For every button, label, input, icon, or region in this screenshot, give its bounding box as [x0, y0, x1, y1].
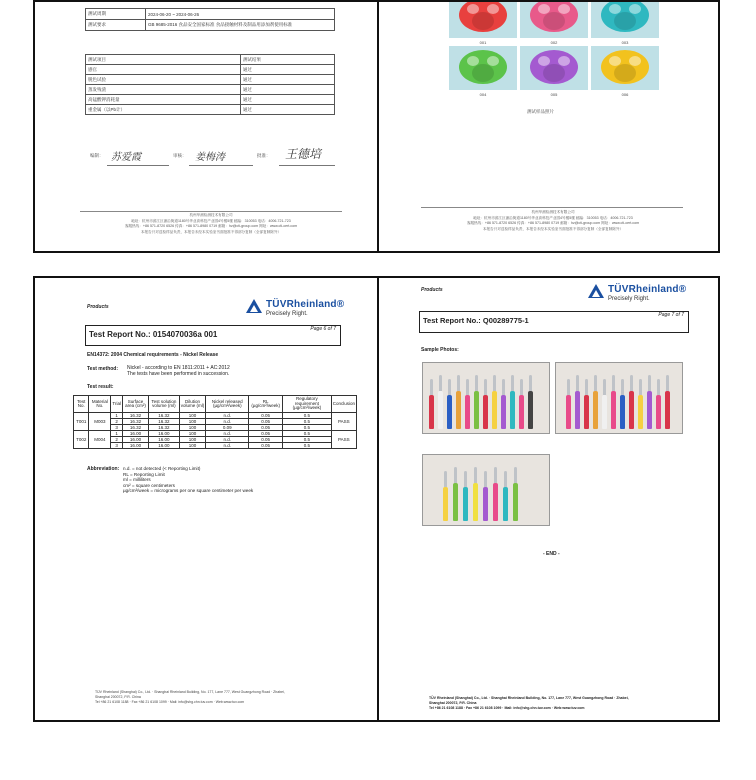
table-cell: 0.5	[283, 431, 332, 437]
utensil-item	[584, 395, 589, 429]
cn-result-table	[85, 54, 335, 115]
footer-rule	[421, 207, 683, 208]
method-label: Test method:	[87, 366, 119, 372]
table-cell: 0.05	[249, 431, 283, 437]
utensil-item	[611, 391, 616, 429]
plate-dish	[601, 2, 649, 32]
page-footer	[75, 213, 347, 235]
tuv-tagline: Precisely Right.	[266, 311, 308, 317]
sample-photo-1	[422, 362, 550, 434]
footer-line-4: 本报告只对送检样品负责，本报告未经本实验室书面批准不得部分复制（全部复制除外）	[140, 229, 282, 234]
utensil-item	[483, 395, 488, 429]
tuv-report-page-6	[35, 278, 377, 720]
table-cell: 16.00	[122, 431, 148, 437]
handwritten-signature: 王德培	[285, 147, 322, 161]
footer-rule	[80, 211, 342, 212]
table-cell: n.d.	[206, 443, 249, 449]
table-cell: 0.5	[283, 437, 332, 443]
table-header-row	[86, 55, 335, 65]
report-title: Test Report No.: 0154070036a 001	[89, 330, 218, 339]
table-row	[74, 443, 357, 449]
footer-line-1: 杭州华测检测技术有限公司	[531, 210, 575, 214]
table-cell: PASS	[331, 431, 356, 449]
footer-line-3: 客服热线：+86 571-8720 6526 传真：+86 571-8980 0719 邮箱：hz@cti-group.com 网址：www.cti-cert.com	[124, 224, 298, 228]
table-cell: T002	[74, 431, 89, 449]
page-number: Page 6 of 7	[310, 326, 336, 332]
footer-line-1: 杭州华测检测技术有限公司	[189, 213, 233, 217]
utensil-item	[602, 395, 607, 429]
plate-photo	[591, 2, 659, 38]
plate-dish	[530, 50, 578, 84]
plate-label: 001	[479, 40, 487, 45]
utensil-item	[656, 395, 661, 429]
section-title: EN14372: 2004 Chemical requirements - Nickel Release	[87, 352, 219, 358]
table-row	[86, 75, 335, 85]
footer-line-3: 客服热线：+86 571-8720 6526 传真：+86 571-8980 0719 邮箱：hz@cti-group.com 网址：www.cti-cert.com	[466, 221, 640, 225]
header-label: Products	[421, 287, 443, 293]
table-cell: 2	[111, 437, 123, 443]
utensil-item	[575, 391, 580, 429]
sample-photo-2	[555, 362, 683, 434]
abbreviation-item: ml = milliliters	[123, 477, 151, 483]
table-cell: T001	[74, 413, 89, 431]
tuv-brand: TÜVRheinland®	[266, 299, 345, 310]
handwritten-signature: 姜梅涛	[195, 152, 225, 163]
tuv-report-page-7	[379, 278, 720, 720]
utensil-item	[510, 391, 515, 429]
plate-label: 003	[621, 40, 629, 45]
plate-label: 005	[550, 92, 558, 97]
col-header-item: 测试项目	[86, 55, 241, 65]
utensil-item	[493, 483, 498, 521]
info-label: 测试周期	[86, 9, 146, 20]
cell-result: 通过	[241, 75, 335, 85]
cn-photo-page	[379, 2, 720, 251]
table-cell: 16.00	[149, 443, 180, 449]
footer-line-2: Shanghai 200072, P.R. China	[429, 701, 477, 705]
table-cell: 16.00	[122, 437, 148, 443]
footer-line-2: Shanghai 200072, P.R. China	[95, 695, 141, 699]
table-cell: 0.05	[249, 419, 283, 425]
footer-line-4: 本报告只对送检样品负责，本报告未经本实验室书面批准不得部分复制（全部复制除外）	[482, 226, 624, 231]
cell-item: 高锰酸钾消耗量	[86, 95, 241, 105]
table-cell: 0.5	[283, 425, 332, 431]
table-cell: 0.5	[283, 419, 332, 425]
table-cell: 0.09	[206, 425, 249, 431]
photos-label: Sample Photos:	[421, 347, 459, 353]
column-header: Nickel released (µg/cm²/week)	[206, 396, 249, 413]
table-row	[86, 65, 335, 75]
utensil-item	[513, 483, 518, 521]
plate-label: 004	[479, 92, 487, 97]
table-row	[86, 20, 335, 31]
info-value: 2024-06-20 ~ 2024-06-26	[146, 9, 335, 20]
signature-line	[189, 165, 253, 166]
utensil-item	[429, 395, 434, 429]
table-cell: 16.32	[149, 425, 180, 431]
table-cell: n.d.	[206, 413, 249, 419]
cell-item: 重金属（以Pb计）	[86, 105, 241, 115]
utensil-item	[501, 395, 506, 429]
utensil-item	[453, 483, 458, 521]
footer-line-3: Tel +86 21 6108 1188 · Fax +86 21 6108 1099 · Mail: info@shg.chn.tuv.com · Web:www.tuv.com	[429, 706, 585, 710]
handwritten-signature: 苏爱霞	[111, 152, 141, 163]
table-cell: 1	[111, 431, 123, 437]
utensil-item	[566, 395, 571, 429]
table-cell: n.d.	[206, 431, 249, 437]
utensil-item	[474, 391, 479, 429]
table-cell: 16.00	[149, 431, 180, 437]
table-cell: 16.32	[122, 425, 148, 431]
info-value: GB 9685-2016 食品安全国家标准 食品接触材料及制品用添加剂使用标准	[146, 20, 335, 31]
table-row	[86, 105, 335, 115]
column-header: Surface area (cm²)	[122, 396, 148, 413]
utensil-item	[620, 395, 625, 429]
abbreviation-item: µg/cm²/week = micrograms per one square centimeter per week	[123, 488, 254, 494]
table-cell: 0.5	[283, 443, 332, 449]
table-cell: 100	[179, 443, 206, 449]
table-row	[86, 85, 335, 95]
photo-caption: 测试样品照片	[527, 109, 554, 114]
table-cell: 0.05	[249, 437, 283, 443]
utensil-item	[638, 395, 643, 429]
utensil-item	[463, 487, 468, 521]
footer-line-3: Tel +86 21 6108 1188 · Fax +86 21 6108 1099 · Mail: info@shg.chn.tuv.com · Web:www.tuv.com	[95, 700, 245, 704]
table-cell: 100	[179, 425, 206, 431]
table-row	[86, 9, 335, 20]
plate-dish	[530, 2, 578, 32]
table-cell: 0.05	[249, 425, 283, 431]
cell-item: 感官	[86, 65, 241, 75]
column-header: Regulatory requirement (µg/cm²/week)	[283, 396, 332, 413]
table-cell: 100	[179, 413, 206, 419]
sig-role: 审核：	[173, 153, 187, 158]
column-header: Dilution volume (ml)	[179, 396, 206, 413]
abbreviation-item: n.d. = not detected (< Reporting Limit)	[123, 466, 201, 471]
column-header: Test No.	[74, 396, 89, 413]
page-footer	[95, 690, 365, 705]
table-cell: 16.00	[122, 443, 148, 449]
tuv-brand: TÜVRheinland®	[608, 284, 687, 295]
utensil-item	[665, 391, 670, 429]
table-cell: PASS	[331, 413, 356, 431]
nickel-result-table	[73, 395, 357, 449]
table-cell: 16.32	[149, 413, 180, 419]
utensil-item	[465, 395, 470, 429]
utensil-item	[503, 487, 508, 521]
column-header: Test solution volume (ml)	[149, 396, 180, 413]
abbreviation-list	[123, 466, 253, 494]
utensil-item	[647, 391, 652, 429]
abbreviation-item: RL = Reporting Limit	[123, 471, 165, 477]
table-row	[86, 95, 335, 105]
table-cell: 16.32	[149, 419, 180, 425]
column-header: Trial	[111, 396, 123, 413]
footer-line-1: TÜV Rheinland (Shanghai) Co., Ltd. · Shanghai Rheinland Building, No. 177, Lane 777, West Guangzhong Road · Zhabei,	[429, 696, 629, 700]
column-header: RL (µg/cm²/week)	[249, 396, 283, 413]
end-marker: - END -	[543, 551, 560, 557]
page-footer	[417, 210, 689, 232]
utensil-item	[629, 391, 634, 429]
table-cell: 0.5	[283, 413, 332, 419]
sig-role: 编制：	[90, 153, 104, 158]
table-cell: 16.32	[122, 419, 148, 425]
header-label: Products	[87, 304, 109, 310]
info-label: 测试要求	[86, 20, 146, 31]
cell-result: 通过	[241, 85, 335, 95]
plate-dish	[459, 2, 507, 32]
signature-line	[279, 165, 335, 166]
cell-item: 脱色试验	[86, 75, 241, 85]
utensil-item	[438, 391, 443, 429]
column-header: Material No.	[89, 396, 111, 413]
table-cell: 16.32	[122, 413, 148, 419]
sample-photo-3	[422, 454, 550, 526]
utensil-item	[492, 391, 497, 429]
table-body	[74, 413, 357, 449]
method-line: Nickel - according to EN 1811:2011 + AC:2012	[127, 365, 230, 371]
utensil-item	[473, 483, 478, 521]
plate-label: 006	[621, 92, 629, 97]
table-cell: 16.00	[149, 437, 180, 443]
report-title: Test Report No.: Q00289775-1	[423, 316, 529, 325]
report-number-box	[85, 325, 341, 346]
utensil-item	[443, 487, 448, 521]
page-number: Page 7 of 7	[658, 312, 684, 318]
column-header: Conclusion	[331, 396, 356, 413]
table-cell: 1	[111, 413, 123, 419]
table-cell: 3	[111, 443, 123, 449]
plate-photo	[449, 2, 517, 38]
table-cell: 100	[179, 431, 206, 437]
cell-result: 通过	[241, 65, 335, 75]
abbreviation-item: cm² = square centimeters	[123, 482, 175, 488]
table-cell: 100	[179, 419, 206, 425]
table-cell: M004	[89, 431, 111, 449]
tuv-tagline: Precisely Right.	[608, 296, 650, 302]
sig-role: 批准：	[257, 153, 271, 158]
method-line: The tests have been performed in succession.	[127, 370, 230, 377]
method-text	[127, 366, 230, 377]
footer-line-2: 地址：杭州市滨江区浦沿街道1180号华业高科技产业园4号楼5楼 邮编：310053 电话：4006-721-723	[131, 218, 291, 223]
document-panel-bottom	[33, 276, 720, 722]
table-header-row	[74, 396, 357, 413]
col-header-result: 测试结果	[241, 55, 335, 65]
footer-line-1: TÜV Rheinland (Shanghai) Co., Ltd. · Shanghai Rheinland Building, No. 177, Lane 777, West Guangzhong Road · Zhabei,	[95, 690, 285, 694]
utensil-item	[456, 391, 461, 429]
page-footer	[429, 696, 714, 711]
cn-info-table	[85, 8, 335, 31]
table-cell: 0.05	[249, 443, 283, 449]
plate-dish	[601, 50, 649, 84]
utensil-item	[483, 487, 488, 521]
plate-photo	[520, 46, 588, 90]
cell-result: 通过	[241, 95, 335, 105]
table-cell: n.d.	[206, 437, 249, 443]
cell-result: 通过	[241, 105, 335, 115]
plate-photo	[591, 46, 659, 90]
plate-label: 002	[550, 40, 558, 45]
result-label: Test result:	[87, 384, 114, 390]
table-cell: M003	[89, 413, 111, 431]
plate-photo	[449, 46, 517, 90]
table-cell: 100	[179, 437, 206, 443]
utensil-item	[447, 395, 452, 429]
report-number-box	[419, 311, 689, 333]
document-panel-top	[33, 0, 720, 253]
table-cell: 2	[111, 419, 123, 425]
table-cell: n.d.	[206, 419, 249, 425]
table-cell: 0.05	[249, 413, 283, 419]
abbreviation-label: Abbreviation:	[87, 466, 120, 472]
table-cell: 3	[111, 425, 123, 431]
utensil-item	[593, 391, 598, 429]
signature-line	[107, 165, 169, 166]
footer-line-2: 地址：杭州市滨江区浦沿街道1180号华业高科技产业园4号楼5楼 邮编：310053 电话：4006-721-723	[473, 215, 633, 220]
utensil-item	[528, 391, 533, 429]
cell-item: 蒸发残渣	[86, 85, 241, 95]
utensil-item	[519, 395, 524, 429]
plate-photo	[520, 2, 588, 38]
plate-dish	[459, 50, 507, 84]
cn-report-page	[35, 2, 377, 251]
